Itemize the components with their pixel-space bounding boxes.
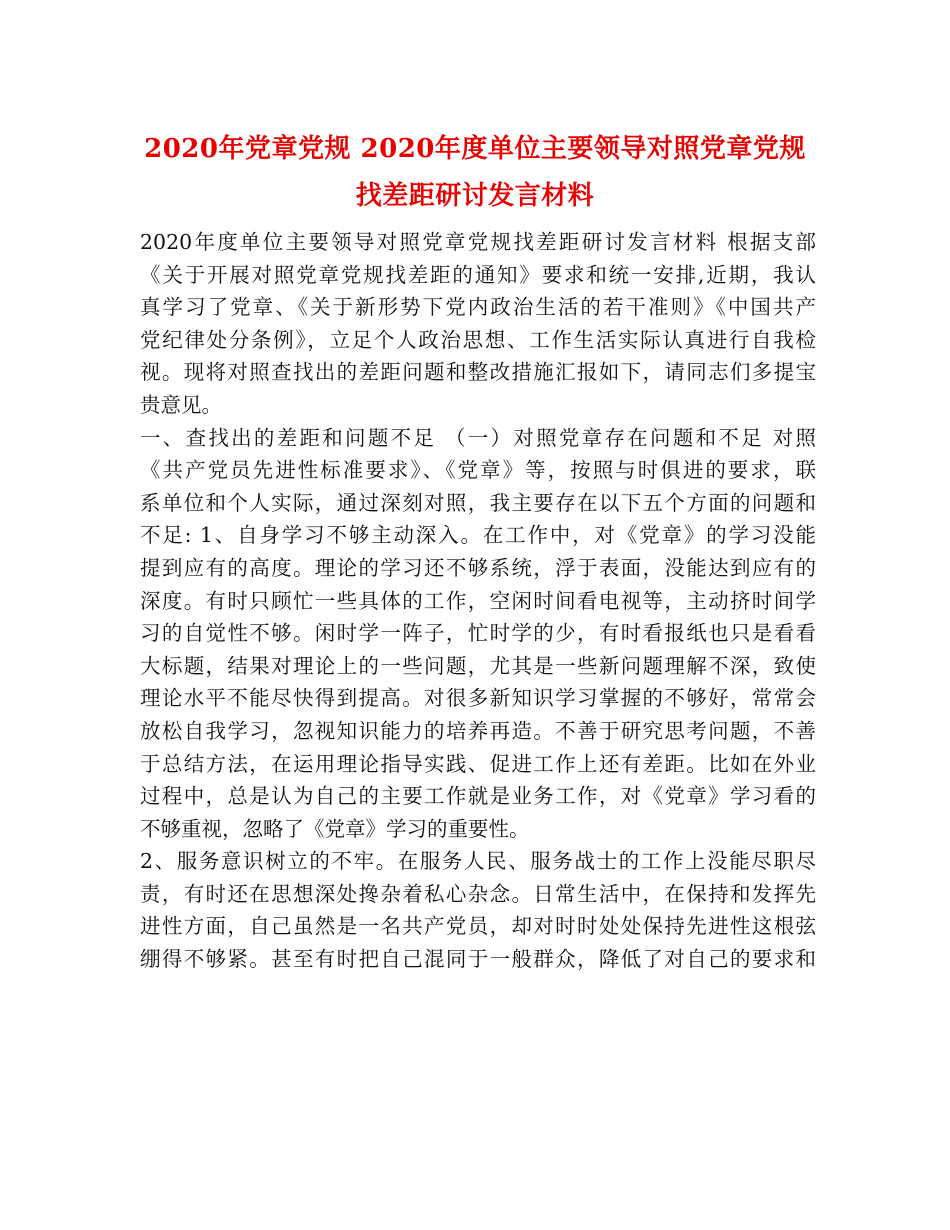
document-title [120, 126, 830, 220]
body-line: 视。现将对照查找出的差距问题和整改措施汇报如下，请同志们多提宝 [140, 360, 816, 385]
body-line: 过程中，总是认为自己的主要工作就是业务工作，对《党章》学习看的 [140, 784, 816, 809]
body-line: 责，有时还在思想深处搀杂着私心杂念。日常生活中，在保持和发挥先 [140, 881, 816, 906]
body-line: 放松自我学习，忽视知识能力的培养再造。不善于研究思考问题，不善 [140, 718, 816, 743]
body-line: 进性方面，自己虽然是一名共产党员，却对时时处处保持先进性这根弦 [140, 914, 816, 939]
body-line: 《共产党员先进性标准要求》、《党章》等，按照与时俱进的要求，联 [140, 458, 816, 483]
body-line: 绷得不够紧。甚至有时把自己混同于一般群众，降低了对自己的要求和 [140, 947, 816, 972]
document-body [140, 226, 816, 976]
body-line: 不足: 1、自身学习不够主动深入。在工作中，对《党章》的学习没能 [140, 523, 816, 548]
body-line: 不够重视，忽略了《党章》学习的重要性。 [140, 816, 530, 841]
body-line: 贵意见。 [140, 392, 222, 417]
body-line: 一、查找出的差距和问题不足 （一）对照党章存在问题和不足 对照 [140, 425, 816, 450]
body-line: 系单位和个人实际，通过深刻对照，我主要存在以下五个方面的问题和 [140, 490, 816, 515]
title-line: 找差距研讨发言材料 [355, 181, 595, 211]
body-line: 《关于开展对照党章党规找差距的通知》要求和统一安排,近期，我认 [140, 262, 816, 287]
body-line: 2020年度单位主要领导对照党章党规找差距研讨发言材料 根据支部 [140, 230, 816, 254]
title-line: 2020年党章党规 2020年度单位主要领导对照党章党规 [144, 134, 806, 164]
body-line: 党纪律处分条例》，立足个人政治思想、工作生活实际认真进行自我检 [140, 327, 816, 352]
body-line: 于总结方法，在运用理论指导实践、促进工作上还有差距。比如在外业 [140, 751, 816, 776]
body-line: 2、服务意识树立的不牢。在服务人民、服务战士的工作上没能尽职尽 [140, 849, 816, 874]
body-line: 深度。有时只顾忙一些具体的工作，空闲时间看电视等，主动挤时间学 [140, 588, 816, 613]
body-line: 理论水平不能尽快得到提高。对很多新知识学习掌握的不够好，常常会 [140, 686, 816, 711]
body-line: 习的自觉性不够。闲时学一阵子，忙时学的少，有时看报纸也只是看看 [140, 621, 816, 646]
body-line: 大标题，结果对理论上的一些问题，尤其是一些新问题理解不深，致使 [140, 653, 816, 678]
body-line: 提到应有的高度。理论的学习还不够系统，浮于表面，没能达到应有的 [140, 555, 816, 580]
body-line: 真学习了党章、《关于新形势下党内政治生活的若干准则》《中国共产 [140, 295, 816, 320]
